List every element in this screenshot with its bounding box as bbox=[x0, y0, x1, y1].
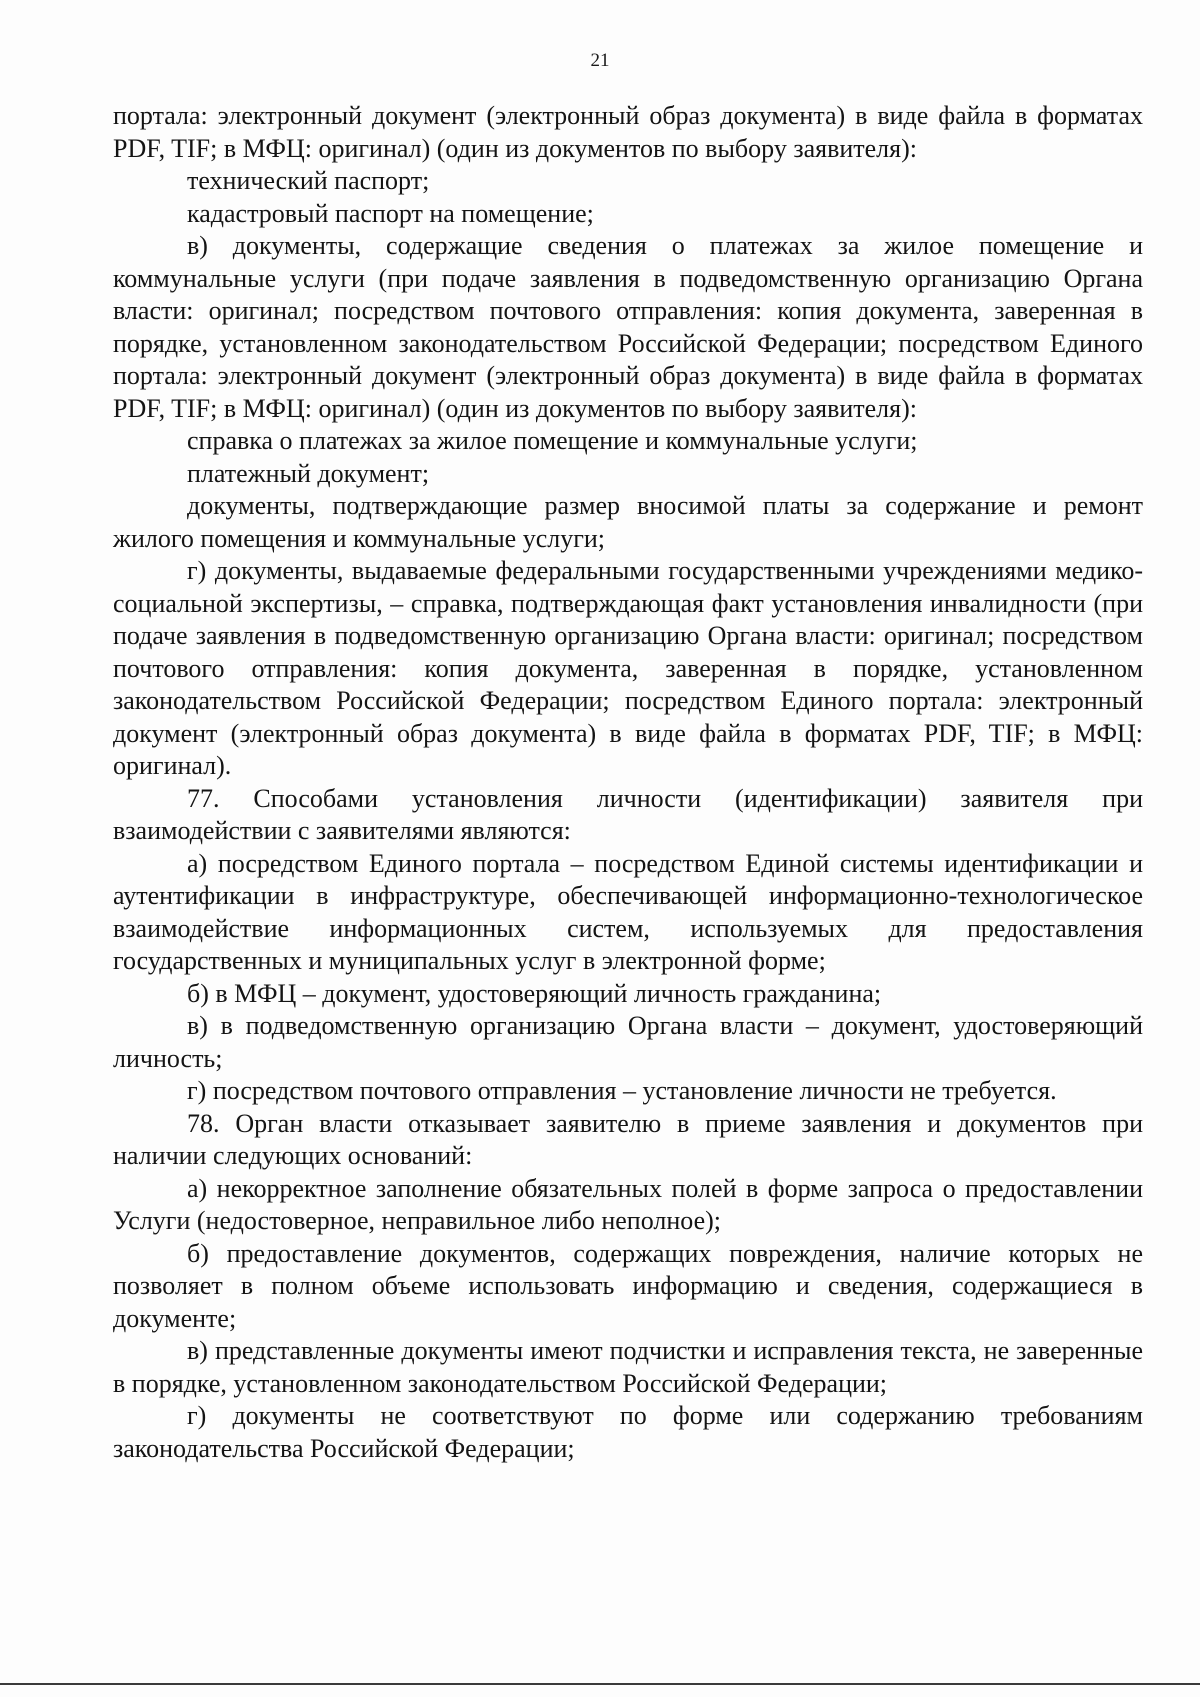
list-item-technical-passport: технический паспорт; bbox=[187, 166, 430, 195]
paragraph-77-item-b: б) в МФЦ – документ, удостоверяющий личность гражданина; bbox=[187, 978, 882, 1008]
paragraph-77-item-g: г) посредством почтового отправления – установление личности не требуется. bbox=[187, 1076, 1057, 1105]
paragraph-77-item-a: а) посредством Единого портала – посредством Единой системы идентификации и аутентификации в инфраструктуре, обеспечивающей информационно-технологическое взаимодействие информационных систем, используемых для предоставления государственных и муниципальных услуг в электронной форме; bbox=[113, 848, 1143, 975]
paragraph-77-item-v: в) в подведомственную организацию Органа власти – документ, удостоверяющий личность; bbox=[113, 1011, 1143, 1073]
page-number: 21 bbox=[590, 50, 610, 71]
paragraph-continuation: портала: электронный документ (электронный образ документа) в виде файла в форматах PDF, TIF; в МФЦ: оригинал) (один из документов по выбору заявителя): bbox=[113, 101, 1143, 163]
list-item-payment-certificate: справка о платежах за жилое помещение и коммунальные услуги; bbox=[187, 426, 918, 455]
paragraph-item-g-disability: г) документы, выдаваемые федеральными государственными учреждениями медико-социальной экспертизы, – справка, подтверждающая факт установления инвалидности (при подаче заявления в подведомственную организацию Органа власти: оригинал; посредством почтового отправления: копия документа, заверенная в порядке, установленном законодательством Российской Федерации; посредством Единого портала: электронный документ (электронный образ документа) в виде файла в форматах PDF, TIF; в МФЦ: оригинал). bbox=[113, 556, 1143, 780]
list-item-cadastral-passport: кадастровый паспорт на помещение; bbox=[187, 198, 594, 228]
list-item-payment-document: платежный документ; bbox=[187, 458, 430, 488]
list-item-payment-confirmation: документы, подтверждающие размер вносимой платы за содержание и ремонт жилого помещения и коммунальные услуги; bbox=[113, 491, 1143, 553]
paragraph-item-v-payments: в) документы, содержащие сведения о платежах за жилое помещение и коммунальные услуги (при подаче заявления в подведомственную организацию Органа власти: оригинал; посредством почтового отправления: копия документа, заверенная в порядке, установленном законодательством Российской Федерации; посредством Единого портала: электронный документ (электронный образ документа) в виде файла в форматах PDF, TIF; в МФЦ: оригинал) (один из документов по выбору заявителя): bbox=[113, 231, 1143, 423]
paragraph-78-item-b: б) предоставление документов, содержащих повреждения, наличие которых не позволяет в полном объеме использовать информацию и сведения, содержащиеся в документе; bbox=[113, 1238, 1143, 1333]
paragraph-78-item-a: а) некорректное заполнение обязательных полей в форме запроса о предоставлении Услуги (недостоверное, неправильное либо неполное); bbox=[113, 1173, 1143, 1235]
paragraph-78-item-g: г) документы не соответствуют по форме или содержанию требованиям законодательства Российской Федерации; bbox=[113, 1401, 1143, 1463]
paragraph-78-item-v: в) представленные документы имеют подчистки и исправления текста, не заверенные в порядке, установленном законодательством Российской Федерации; bbox=[113, 1336, 1143, 1398]
paragraph-78-refusal: 78. Орган власти отказывает заявителю в приеме заявления и документов при наличии следующих оснований: bbox=[113, 1108, 1143, 1170]
bottom-scan-edge bbox=[0, 1683, 1200, 1685]
paragraph-77-identification: 77. Способами установления личности (идентификации) заявителя при взаимодействии с заявителями являются: bbox=[113, 783, 1143, 845]
document-body bbox=[113, 100, 1143, 1465]
